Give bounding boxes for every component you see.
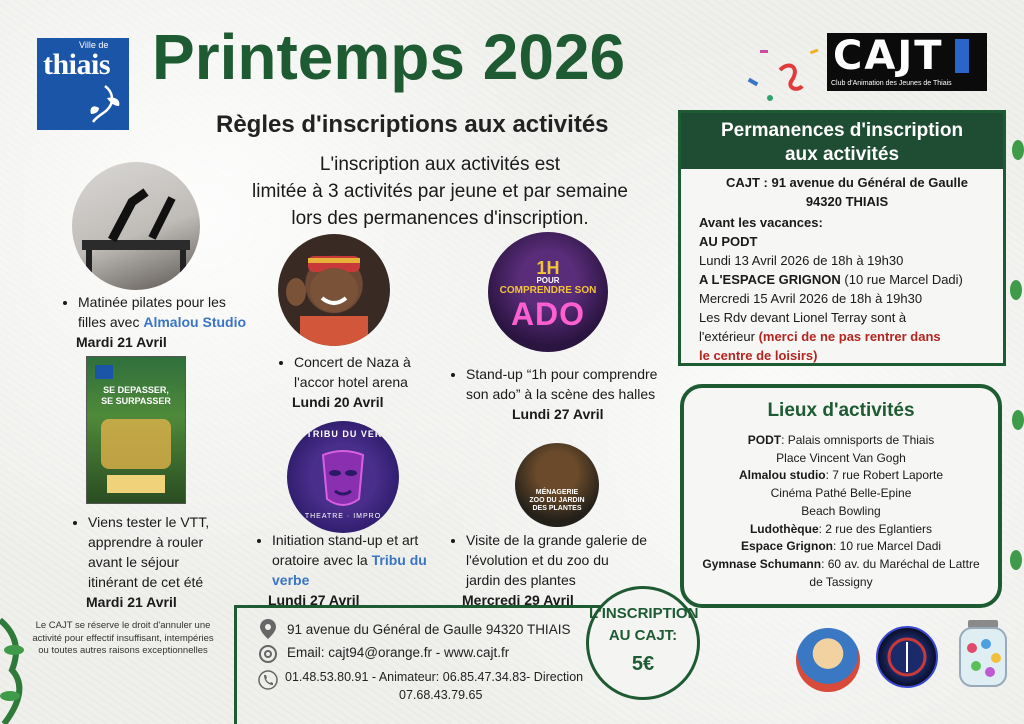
lieux-title: Lieux d'activités (767, 400, 915, 421)
location-pin-icon (259, 618, 277, 640)
contact-phone: 01.48.53.80.91 - Animateur: 06.85.47.34.83- Direction (285, 670, 584, 684)
rules-intro: L'inscription aux activités est limitée à 3 activités par jeune et par semaine lors des permanences d'inscription. (252, 154, 628, 229)
list-item: Espace Grignon: 10 rue Marcel Dadi (740, 539, 942, 554)
cajt-logo (827, 33, 987, 91)
pilates-illustration (72, 162, 200, 290)
activity-zoo: • Visite de la grande galerie de l'évolution et du zoo du jardin des plantes Mercredi 29 Avril (444, 530, 684, 610)
activity-date: Lundi 27 Avril (268, 592, 360, 608)
contact-address: 91 avenue du Général de Gaulle 94320 THIAIS (287, 622, 571, 637)
lieux-box (680, 384, 1002, 608)
tribu-du-verbe-link[interactable]: Tribu du (371, 552, 427, 568)
tribu-du-verbe-link-2[interactable]: verbe (272, 572, 310, 588)
contact-box (234, 605, 604, 724)
activity-vtt: • Viens tester le VTT, apprendre à rouler avant le séjour itinérant de cet été Mardi 21 Avril (66, 512, 266, 612)
list-item: Ludothèque: 2 rue des Eglantiers (749, 521, 933, 536)
list-item: de Tassigny (809, 574, 873, 589)
almalou-studio-link[interactable]: Almalou Studio (143, 314, 247, 330)
logo-accent (955, 39, 969, 73)
permanences-box (678, 110, 1006, 366)
activity-standup-ado: • Stand-up “1h pour comprendre son ado” à la scène des halles Lundi 27 Avril (444, 364, 684, 424)
list-item: Cinéma Pathé Belle-Epine (770, 486, 912, 501)
naza-photo (278, 234, 390, 346)
cajt-logo-text: CAJT (833, 33, 944, 79)
price-badge: L'INSCRIPTION AU CAJT: 5€ (586, 586, 700, 700)
activity-date: Lundi 27 Avril (512, 406, 604, 422)
vtt-poster: SE DEPASSER, SE SURPASSER (86, 356, 186, 504)
leaf-decoration-right (1004, 90, 1024, 620)
confetti-decoration (740, 40, 830, 110)
disclaimer: Le CAJT se réserve le droit d'annuler une activité pour effectif insuffisant, intempéries ou toutes autres raisons exceptionnelles (32, 620, 214, 656)
fleur-icon (85, 82, 125, 126)
zoo-photo: MÉNAGERIE ZOO DU JARDIN DES PLANTES (515, 443, 599, 527)
list-item: PODT: Palais omnisports de Thiais (747, 433, 935, 447)
ado-photo: 1H POUR COMPRENDRE SON ADO (488, 232, 608, 352)
activity-pilates: • Matinée pilates pour les filles avec Almalou Studio Mardi 21 Avril (56, 292, 276, 352)
list-item: Place Vincent Van Gogh (776, 450, 906, 465)
candy-jar-icon (956, 618, 1010, 688)
lieux-list (688, 432, 994, 591)
thiais-logo-word: thiais (43, 48, 111, 81)
tribu-du-verbe-logo: LA TRIBU DU VERBE THEATRE · IMPRO (287, 421, 399, 533)
permanences-title: Permanences d'inscription aux activités (681, 113, 1003, 169)
pilates-photo (72, 162, 200, 290)
psg-logo-icon (876, 626, 938, 688)
rules-title: Règles d'inscriptions aux activités (216, 111, 609, 138)
permanences-body: CAJT : 91 avenue du Général de Gaulle 94320 THIAIS Avant les vacances: AU PODT Lundi 13 Avril 2026 de 18h à 19h30 A L'ESPACE GRIGNON (10 rue Marcel Dadi) Mercredi 15 Avril 2026 de 18h à 19h30 Les Rdv devant Lionel Terray sont à l'extérieur (merci de ne pas rentrer dans le centre de loisirs) (699, 175, 969, 363)
list-item: Almalou studio: 7 rue Robert Laporte (738, 468, 944, 483)
activity-date: Mardi 21 Avril (76, 334, 167, 350)
at-sign-icon (258, 644, 278, 664)
contact-email[interactable]: Email: cajt94@orange.fr - www.cajt.fr (287, 645, 510, 660)
naza-illustration (278, 234, 390, 346)
activity-date: Mardi 21 Avril (86, 594, 177, 610)
activity-tribu-du-verbe: • Initiation stand-up et art oratoire avec la Tribu du verbe Lundi 27 Avril (250, 530, 470, 610)
list-item: Gymnase Schumann: 60 av. du Maréchal de Lattre (702, 556, 980, 571)
thiais-logo: Ville de thiais (37, 38, 129, 130)
activity-date: Lundi 20 Avril (292, 394, 384, 410)
cajt-logo-subtitle: Club d'Animation des Jeunes de Thiais (831, 80, 952, 87)
contact-phone-2: 07.68.43.79.65 (399, 688, 483, 702)
asterix-icon (796, 628, 860, 692)
list-item: Beach Bowling (801, 503, 881, 518)
leaf-decoration (0, 600, 40, 724)
phone-icon (258, 670, 278, 690)
page-title: Printemps 2026 (152, 21, 626, 93)
activity-concert-naza: • Concert de Naza à l'accor hotel arena Lundi 20 Avril (272, 352, 472, 412)
activity-date: Mercredi 29 Avril (462, 592, 574, 608)
